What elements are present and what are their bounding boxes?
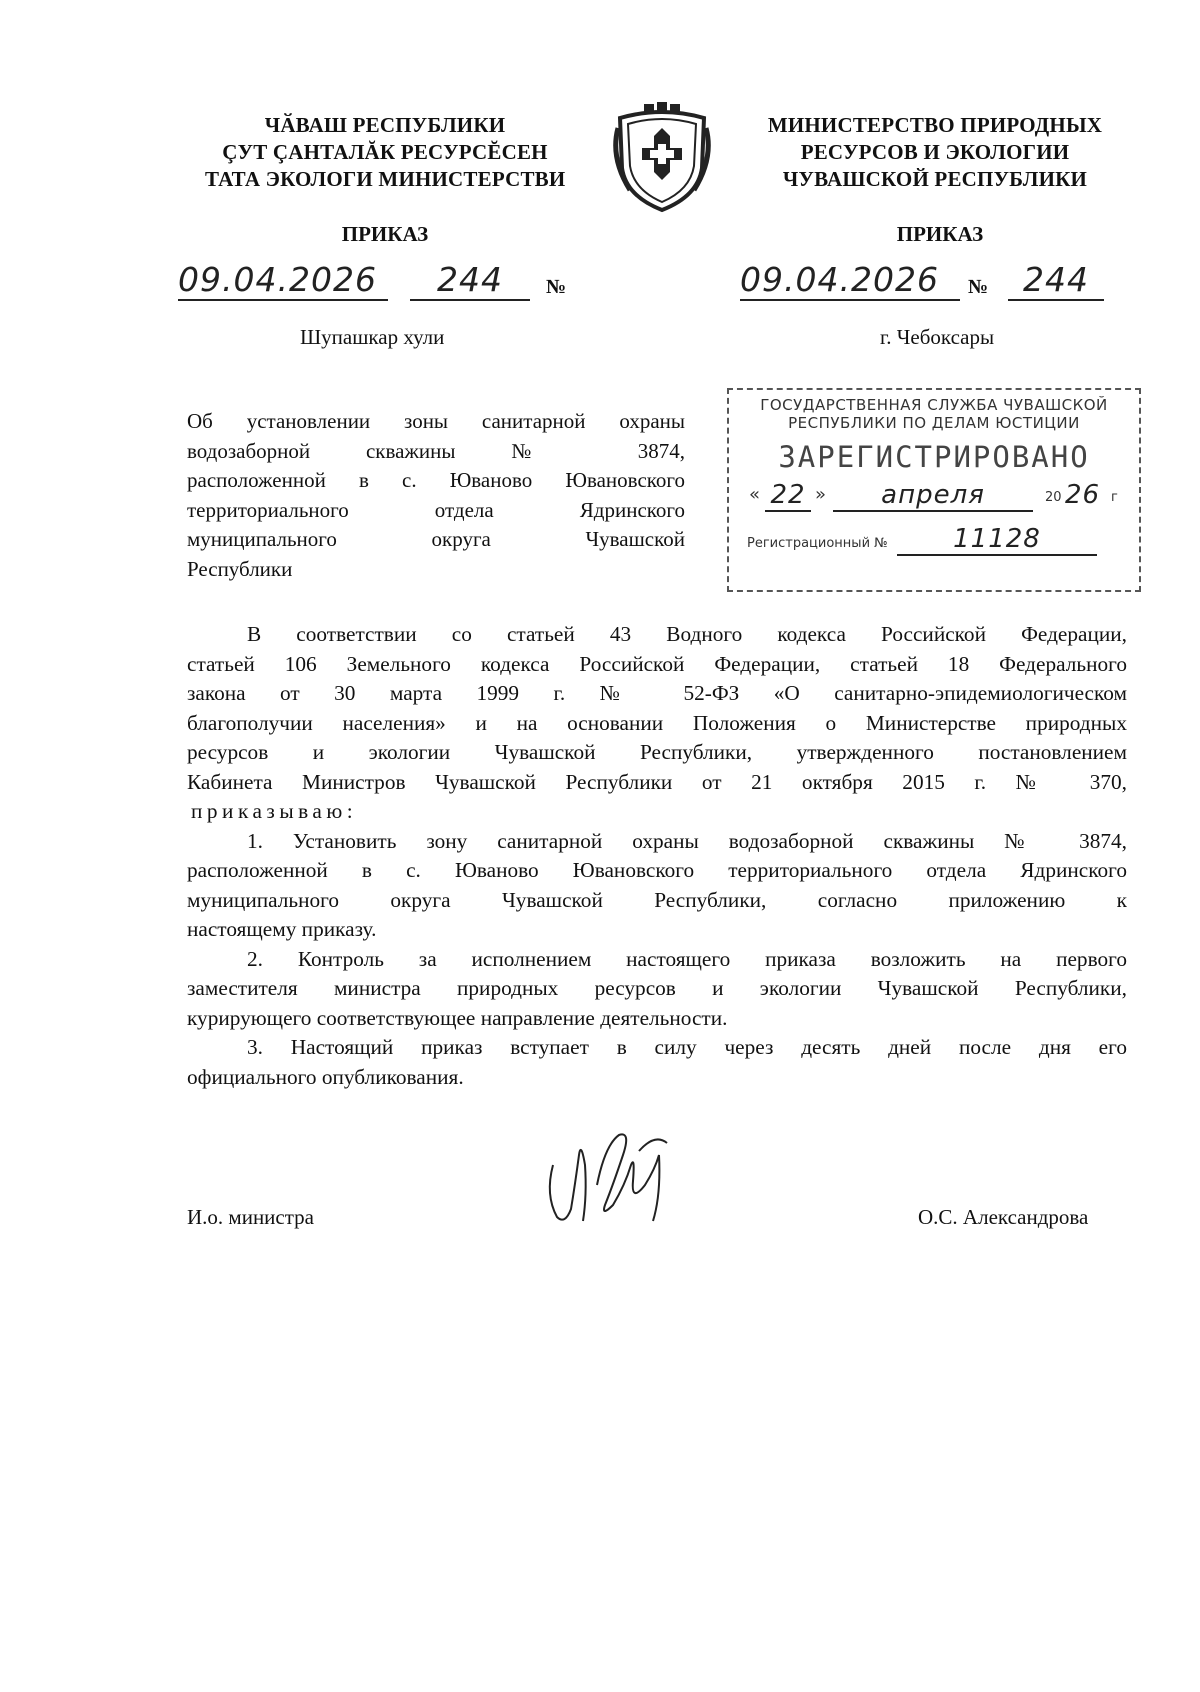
- stamp-reg-row: [729, 524, 1139, 554]
- stamp-month: апреля: [833, 480, 1033, 512]
- body-line-6: Кабинета Министров Чувашской Республики от 21 октября 2015 г. № 370,: [187, 769, 1127, 794]
- header-left-line-2: ÇУТ ÇАНТАЛĂК РЕСУРСĔСЕН: [222, 140, 548, 164]
- subject-line-1: Об установлении зоны санитарной охраны: [187, 409, 685, 433]
- number-sign-left: №: [546, 276, 567, 298]
- header-right-line-1: МИНИСТЕРСТВО ПРИРОДНЫХ: [767, 113, 1103, 137]
- body-line-8: 1. Установить зону санитарной охраны водозаборной скважины № 3874,: [247, 828, 1127, 853]
- subject-line-5: муниципального округа Чувашской: [187, 527, 685, 551]
- body-line-16: официального опубликования.: [187, 1064, 464, 1089]
- body-line-3: закона от 30 марта 1999 г. № 52-ФЗ «О санитарно-эпидемиологическом: [187, 681, 1127, 705]
- doc-type-right: ПРИКАЗ: [896, 222, 984, 246]
- body-line-9: расположенной в с. Юваново Ювановского территориального отдела Ядринского: [187, 858, 1127, 882]
- body-line-15: 3. Настоящий приказ вступает в силу через десять дней после дня его: [247, 1035, 1127, 1059]
- body-line-10: муниципального округа Чувашской Республики, согласно приложению к: [187, 887, 1127, 912]
- body-line-12: 2. Контроль за исполнением настоящего приказа возложить на первого: [247, 946, 1127, 971]
- header-right-line-2: РЕСУРСОВ И ЭКОЛОГИИ: [800, 140, 1070, 164]
- order-date-left: 09.04.2026: [178, 260, 388, 301]
- header-left-line-1: ЧӐВАШ РЕСПУБЛИКИ: [264, 113, 506, 137]
- order-number-right: 244: [1008, 260, 1104, 301]
- header-right-line-3: ЧУВАШСКОЙ РЕСПУБЛИКИ: [782, 167, 1088, 191]
- order-subject: [187, 407, 685, 584]
- body-line-11: настоящему приказу.: [187, 917, 377, 941]
- order-body: [187, 620, 1127, 1092]
- stamp-status: ЗАРЕГИСТРИРОВАНО: [778, 440, 1090, 474]
- header-left-line-3: ТАТА ЭКОЛОГИ МИНИСТЕРСТВИ: [205, 167, 566, 191]
- body-line-1: В соответствии со статьей 43 Водного кодекса Российской Федерации,: [247, 622, 1127, 646]
- order-date-right: 09.04.2026: [740, 260, 960, 301]
- stamp-line-1: ГОСУДАРСТВЕННАЯ СЛУЖБА ЧУВАШСКОЙ: [760, 396, 1108, 414]
- number-sign-right: №: [968, 276, 989, 298]
- registration-stamp: [727, 388, 1141, 592]
- body-line-4: благополучии населения» и на основании Положения о Министерстве природных: [187, 710, 1127, 735]
- stamp-reg-number: 11128: [897, 524, 1097, 556]
- signer-name: О.С. Александрова: [918, 1205, 1089, 1229]
- stamp-year-prefix: 20: [1045, 490, 1062, 505]
- subject-line-6: Республики: [187, 556, 293, 581]
- place-left: Шупашкар хули: [300, 325, 445, 349]
- header-right: [755, 112, 1115, 193]
- body-line-14: курирующего соответствующее направление деятельности.: [187, 1005, 728, 1030]
- subject-line-4: территориального отдела Ядринского: [187, 497, 685, 522]
- place-right: г. Чебоксары: [880, 325, 995, 349]
- stamp-year-suffix: 26: [1065, 480, 1101, 510]
- body-line-2: статьей 106 Земельного кодекса Российской Федерации, статьей 18 Федерального: [187, 651, 1127, 676]
- stamp-line-2: РЕСПУБЛИКИ ПО ДЕЛАМ ЮСТИЦИИ: [788, 414, 1080, 432]
- body-line-5: ресурсов и экологии Чувашской Республики, утвержденного постановлением: [187, 740, 1127, 764]
- chuvash-emblem: [610, 98, 714, 216]
- signer-position: И.о. министра: [187, 1205, 314, 1229]
- stamp-date-row: « 22 » апреля 20 26 г: [749, 480, 1118, 510]
- stamp-reg-label: Регистрационный №: [747, 536, 888, 551]
- subject-line-2: водозаборной скважины № 3874,: [187, 438, 685, 463]
- handwritten-signature: [535, 1125, 685, 1235]
- header-left: [205, 112, 565, 193]
- order-number-left: 244: [410, 260, 530, 301]
- doc-type-left: ПРИКАЗ: [341, 222, 429, 246]
- subject-line-3: расположенной в с. Юваново Ювановского: [187, 468, 685, 492]
- order-word: приказываю:: [191, 799, 358, 823]
- stamp-day: 22: [765, 480, 811, 512]
- body-line-13: заместителя министра природных ресурсов и экологии Чувашской Республики,: [187, 976, 1127, 1000]
- stamp-year-g: г: [1111, 490, 1118, 505]
